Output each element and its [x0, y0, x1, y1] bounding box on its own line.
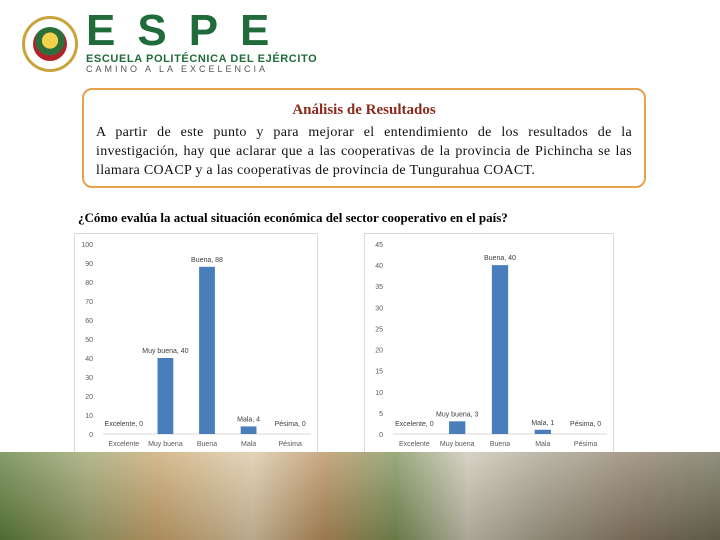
chart-coact	[364, 233, 614, 455]
brand-name: ESCUELA POLITÉCNICA DEL EJÉRCITO	[86, 53, 318, 65]
coacp-bar-1	[157, 358, 173, 434]
chart-coacp-svg	[75, 234, 319, 456]
coact-ytick: 0	[379, 432, 383, 439]
coact-bar-3	[535, 430, 551, 434]
coact-bar-1	[449, 421, 465, 434]
coacp-ytick: 50	[85, 337, 93, 344]
coacp-ytick: 30	[85, 375, 93, 382]
coacp-ytick: 0	[89, 432, 93, 439]
coacp-bar-3	[241, 426, 257, 434]
coacp-data-label: Pésima, 0	[274, 421, 306, 428]
coact-ytick: 25	[375, 326, 383, 334]
coacp-bar-2	[199, 267, 215, 434]
coact-ytick: 15	[375, 368, 383, 376]
coacp-ytick: 60	[85, 318, 93, 325]
brand-tagline: CAMINO A LA EXCELENCIA	[86, 64, 269, 74]
coact-data-label: Pésima, 0	[570, 421, 602, 428]
coacp-data-label: Mala, 4	[237, 416, 261, 424]
coacp-ytick: 40	[85, 356, 93, 363]
chart-coact-svg	[365, 234, 615, 456]
coact-ytick: 30	[375, 305, 383, 313]
coact-ytick: 40	[375, 263, 383, 271]
coact-data-label: Excelente, 0	[395, 421, 434, 428]
coact-data-label: Muy buena, 3	[435, 411, 479, 419]
coact-ytick: 5	[379, 410, 383, 418]
brand-letters: ESPE	[86, 6, 292, 55]
textbox-body: A partir de este punto y para mejorar el entendimiento de los resultados de la investigación, hay que aclarar que a las cooperativas de la provincia de Pichincha se las llamara COACP y a las cooperativas de provincia de Tungurahua COACT.	[96, 125, 632, 178]
coacp-data-label: Excelente, 0	[104, 421, 144, 428]
coact-ytick: 20	[375, 347, 383, 355]
coact-data-label: Mala, 1	[531, 419, 555, 427]
coacp-ytick: 80	[85, 280, 93, 287]
coact-bar-2	[492, 265, 508, 434]
coacp-ytick: 70	[85, 299, 93, 306]
coact-xtick: Mala	[535, 441, 551, 448]
coacp-xtick: Mala	[241, 441, 257, 448]
coacp-ytick: 90	[85, 261, 93, 268]
campus-photo-strip	[0, 452, 720, 540]
coacp-data-label: Muy buena, 40	[142, 348, 189, 355]
textbox-title: Análisis de Resultados	[292, 102, 436, 118]
coact-xtick: Muy buena	[439, 441, 475, 448]
coacp-ytick: 10	[85, 413, 93, 420]
coacp-xtick: Pésima	[278, 441, 302, 448]
coacp-xtick: Muy buena	[148, 441, 183, 448]
coacp-xtick: Excelente	[108, 441, 140, 448]
chart-coacp	[74, 233, 318, 455]
coacp-ytick: 100	[81, 242, 93, 249]
coact-xtick: Buena	[489, 441, 511, 448]
coacp-ytick: 20	[85, 394, 93, 401]
espe-seal-logo	[22, 16, 78, 72]
coact-ytick: 35	[375, 284, 383, 292]
coact-data-label: Buena, 40	[484, 255, 516, 263]
coact-ytick: 45	[375, 242, 383, 249]
coacp-data-label: Buena, 88	[191, 256, 223, 264]
coact-xtick: Excelente	[399, 441, 430, 448]
coact-ytick: 10	[375, 389, 383, 397]
coacp-xtick: Buena	[196, 441, 218, 448]
coact-xtick: Pésima	[573, 441, 598, 448]
analysis-textbox	[82, 88, 646, 188]
survey-question: ¿Cómo evalúa la actual situación económica del sector cooperativo en el país?	[78, 210, 508, 225]
